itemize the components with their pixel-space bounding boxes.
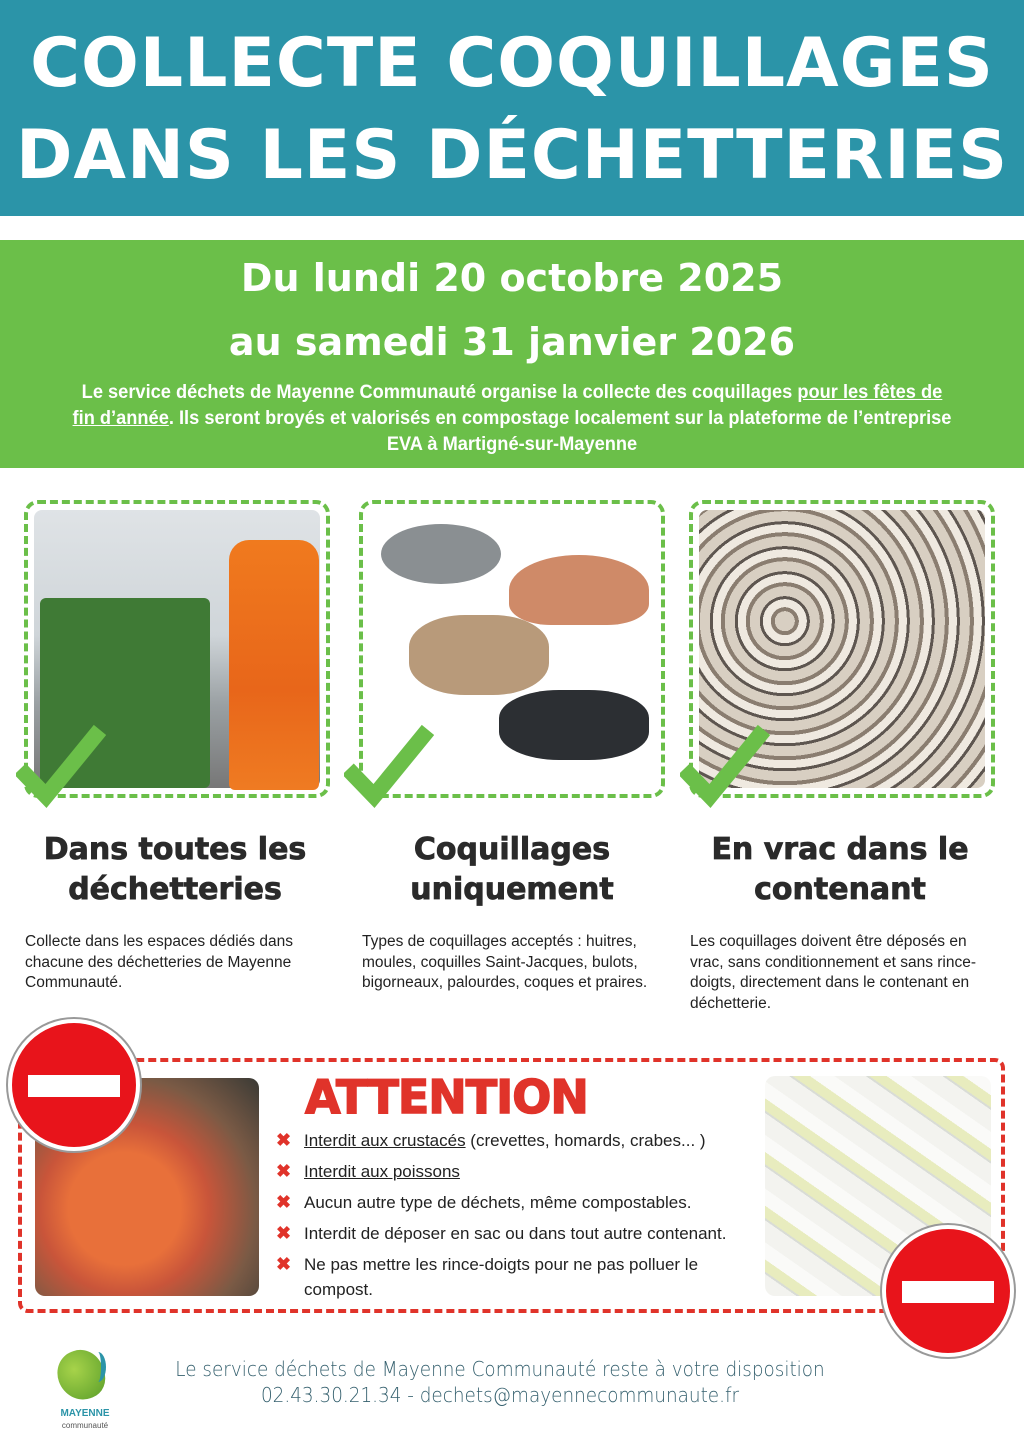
no-entry-icon: [882, 1225, 1014, 1357]
date-end: au samedi 31 janvier 2026: [228, 320, 796, 364]
card-title-line: Dans toutes les: [43, 832, 307, 867]
forbidden-item: [276, 1221, 756, 1246]
logo-sub: communauté: [61, 1421, 109, 1430]
dates-banner: [0, 240, 1024, 468]
item-text: Aucun autre type de déchets, même compostables.: [304, 1193, 692, 1212]
desc-text: Le service déchets de Mayenne Communauté organise la collecte des coquillages: [81, 382, 798, 403]
card-title-3: [680, 830, 1000, 910]
forbidden-item: [276, 1190, 756, 1215]
date-start: Du lundi 20 octobre 2025: [240, 256, 784, 300]
card-title-2: [352, 830, 672, 910]
cross-icon: ✖: [276, 1130, 292, 1150]
desc-underlined: pour les fêtes de fin d’année: [72, 382, 943, 429]
footer-contact: [150, 1356, 849, 1408]
card-title-line: En vrac dans le: [711, 832, 969, 867]
card-text-3: Les coquillages doivent être déposés en vrac, sans conditionnement et sans rince-doigts, directement dans le contenant en déchetterie.: [690, 933, 977, 1012]
checkmark-icon: [344, 724, 434, 814]
title-line-1: COLLECTE COQUILLAGES: [30, 24, 994, 103]
item-text: Interdit de déposer en sac ou dans tout autre contenant.: [304, 1224, 727, 1243]
cross-icon: ✖: [276, 1192, 292, 1212]
mayenne-logo: [50, 1350, 120, 1435]
forbidden-item: [276, 1159, 756, 1184]
card-title-line: contenant: [754, 872, 926, 907]
item-underlined: Interdit aux poissons: [304, 1162, 460, 1181]
card-text-1: Collecte dans les espaces dédiés dans chacune des déchetteries de Mayenne Communauté.: [25, 933, 293, 991]
title-line-2: DANS LES DÉCHETTERIES: [15, 116, 1009, 195]
card-text-2: Types de coquillages acceptés : huitres, moules, coquilles Saint-Jacques, bulots, bigorneaux, palourdes, coques et praires.: [362, 933, 648, 991]
item-text: (crevettes, homards, crabes... ): [465, 1131, 706, 1150]
forbidden-item: [276, 1128, 756, 1153]
checkmark-icon: [16, 724, 106, 814]
card-title-line: uniquement: [410, 872, 614, 907]
description: [20, 374, 1003, 458]
no-entry-icon: [8, 1019, 140, 1151]
card-title-1: [15, 830, 335, 910]
item-underlined: Interdit aux crustacés: [304, 1131, 466, 1150]
cross-icon: ✖: [276, 1161, 292, 1181]
attention-title: ATTENTION: [305, 1070, 588, 1124]
checkmark-icon: [680, 724, 770, 814]
header-banner: [0, 0, 1024, 216]
footer-line-2: 02.43.30.21.34 - dechets@mayennecommunaute.fr: [260, 1383, 740, 1407]
footer-line-1: Le service déchets de Mayenne Communauté reste à votre disposition: [175, 1357, 825, 1381]
card-title-line: déchetteries: [68, 872, 282, 907]
cross-icon: ✖: [276, 1223, 292, 1243]
logo-name: MAYENNE: [60, 1408, 110, 1419]
item-text: Ne pas mettre les rince-doigts pour ne pas polluer le compost.: [304, 1255, 699, 1299]
forbidden-item: [276, 1252, 756, 1302]
card-title-line: Coquillages: [413, 832, 611, 867]
desc-text-2: . Ils seront broyés et valorisés en compostage localement sur la plateforme de l’entreprise EVA à Martigné-sur-Mayenne: [168, 408, 952, 455]
cross-icon: ✖: [276, 1254, 292, 1274]
